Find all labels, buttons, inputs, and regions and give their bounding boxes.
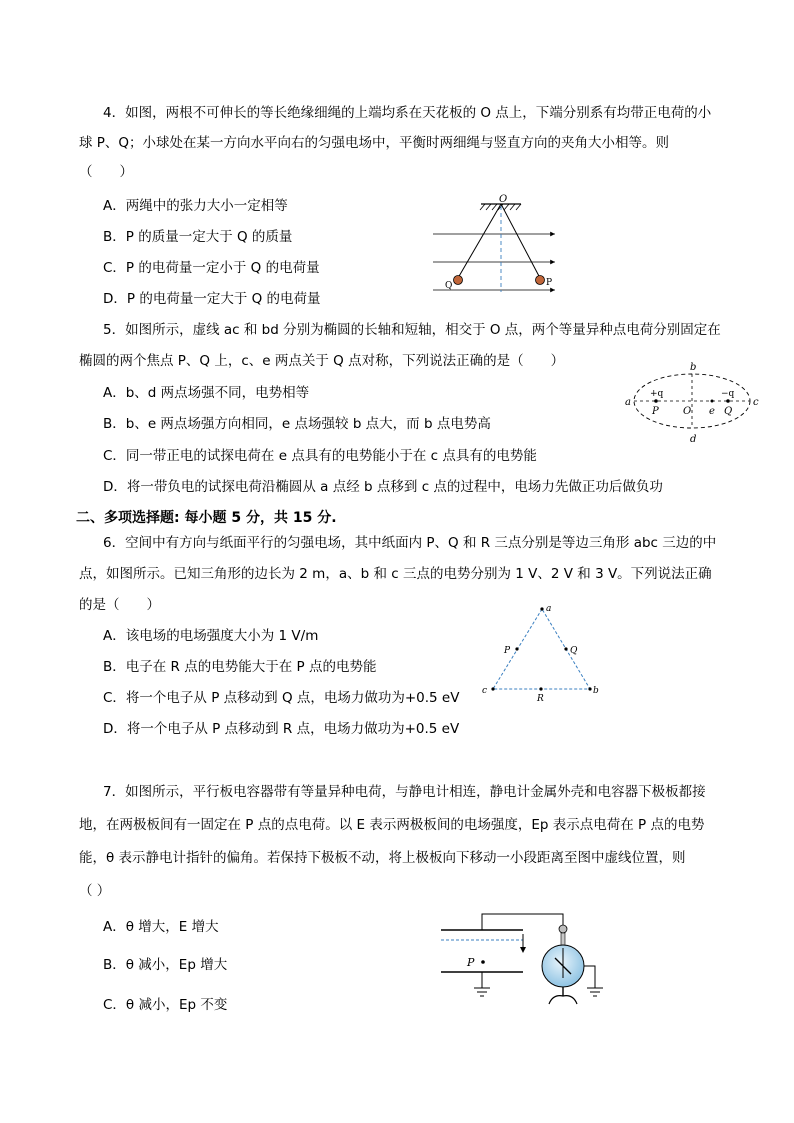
q5-option-a: A．b、d 两点场强不同，电势相等 [103, 385, 310, 401]
q5-option-b: B．b、e 两点场强方向相同，e 点场强较 b 点大，而 b 点电势高 [103, 416, 491, 432]
ground-wire-right [584, 966, 595, 988]
vertex-b-dot [588, 687, 591, 690]
q4-option-a: A．两绳中的张力大小一定相等 [103, 198, 288, 214]
q5-option-c: C．同一带正电的试探电荷在 e 点具有的电势能小于在 c 点具有的电势能 [103, 448, 537, 464]
label-a: a [625, 397, 631, 408]
label-o: O [499, 194, 508, 205]
q7-stem-line-4: （ ） [79, 883, 111, 899]
q4-option-d: D．P 的电荷量一定大于 Q 的电荷量 [103, 291, 321, 307]
q7-stem-line-3: 能，θ 表示静电计指针的偏角。若保持下极板不动，将上极板向下移动一小段距离至图中虚线位置，则 [79, 850, 686, 866]
label-a: a [546, 604, 552, 614]
point-e-dot [711, 400, 714, 403]
label-r: R [537, 694, 544, 704]
label-e: e [709, 406, 715, 417]
point-p-dot [481, 960, 485, 964]
vertex-c-dot [491, 687, 494, 690]
label-b: b [690, 362, 697, 373]
q6-option-d: D．将一个电子从 P 点移动到 R 点，电场力做功为+0.5 eV [103, 721, 460, 737]
q4-option-b: B．P 的质量一定大于 Q 的质量 [103, 229, 293, 245]
q6-option-b: B．电子在 R 点的电势能大于在 P 点的电势能 [103, 659, 377, 675]
q5-option-d: D．将一带负电的试探电荷沿椭圆从 a 点经 b 点移到 c 点的过程中，电场力先做正功后做负功 [103, 479, 663, 495]
point-r-dot [539, 687, 542, 690]
label-p: P [504, 646, 511, 656]
label-b: b [593, 686, 599, 696]
vertex-a-dot [540, 607, 543, 610]
q4-pendulum-figure [425, 192, 565, 302]
q6-option-c: C．将一个电子从 P 点移动到 Q 点，电场力做功为+0.5 eV [103, 690, 460, 706]
label-c: c [753, 397, 759, 408]
ball-q [454, 276, 463, 285]
connecting-wire [482, 914, 563, 930]
q6-stem-line-2: 点，如图所示。已知三角形的边长为 2 m，a、b 和 c 三点的电势分别为 1 V、2 V 和 3 V。下列说法正确 [79, 566, 712, 582]
q4-stem-line-1: 4．如图，两根不可伸长的等长绝缘细绳的上端均系在天花板的 O 点上，下端分别系有均带正电荷的小 [103, 105, 712, 121]
q7-capacitor-figure [435, 908, 615, 1013]
label-p: P [467, 956, 475, 969]
q6-triangle-figure [480, 600, 600, 705]
string-q [458, 204, 501, 278]
ground-symbol-right [587, 988, 603, 996]
point-q-dot [564, 647, 567, 650]
ball-p [536, 276, 545, 285]
label-p: P [546, 278, 553, 288]
electrometer-base [549, 996, 577, 1004]
string-p [501, 204, 540, 278]
q7-stem-line-2: 地，在两极板间有一固定在 P 点的点电荷。以 E 表示两极板间的电场强度，Ep 表示点电荷在 P 点的电势 [79, 817, 705, 833]
q4-option-c: C．P 的电荷量一定小于 Q 的电荷量 [103, 260, 320, 276]
label-q: Q [570, 646, 578, 656]
q7-option-a: A．θ 增大，E 增大 [103, 919, 219, 935]
label-q: Q [724, 406, 733, 417]
focus-q-dot [726, 399, 730, 403]
q5-stem-line-1: 5．如图所示，虚线 ac 和 bd 分别为椭圆的长轴和短轴，相交于 O 点，两个等量异种点电荷分别固定在 [103, 322, 721, 338]
q5-ellipse-figure [625, 358, 765, 446]
label-q: Q [445, 281, 453, 291]
q6-option-a: A．该电场的电场强度大小为 1 V/m [103, 628, 319, 644]
label-plus-q: +q [650, 389, 664, 399]
q7-option-c: C．θ 减小，Ep 不变 [103, 997, 228, 1013]
label-minus-q: −q [721, 389, 735, 399]
section-heading: 二、多项选择题: 每小题 5 分，共 15 分. [76, 510, 337, 526]
ground-symbol-left [474, 988, 490, 996]
q4-stem-line-2: 球 P、Q；小球处在某一方向水平向右的匀强电场中，平衡时两细绳与竖直方向的夹角大小相等。则 [79, 135, 670, 151]
point-p-dot [515, 647, 518, 650]
focus-p-dot [654, 399, 658, 403]
label-p: P [652, 406, 659, 417]
q4-stem-line-3: （ ） [79, 164, 133, 180]
q7-option-b: B．θ 减小，Ep 增大 [103, 957, 228, 973]
q6-stem-line-1: 6．空间中有方向与纸面平行的匀强电场，其中纸面内 P、Q 和 R 三点分别是等边三角形 abc 三边的中 [103, 535, 717, 551]
electrometer-knob [559, 925, 567, 933]
q7-stem-line-1: 7．如图所示，平行板电容器带有等量异种电荷，与静电计相连，静电计金属外壳和电容器下极板都接 [103, 784, 706, 800]
label-o: O [683, 406, 692, 417]
q5-stem-line-2: 椭圆的两个焦点 P、Q 上，c、e 两点关于 Q 点对称，下列说法正确的是（ ） [79, 353, 565, 369]
label-c: c [482, 686, 488, 696]
q6-stem-line-3: 的是（ ） [79, 597, 160, 613]
label-d: d [690, 434, 697, 445]
